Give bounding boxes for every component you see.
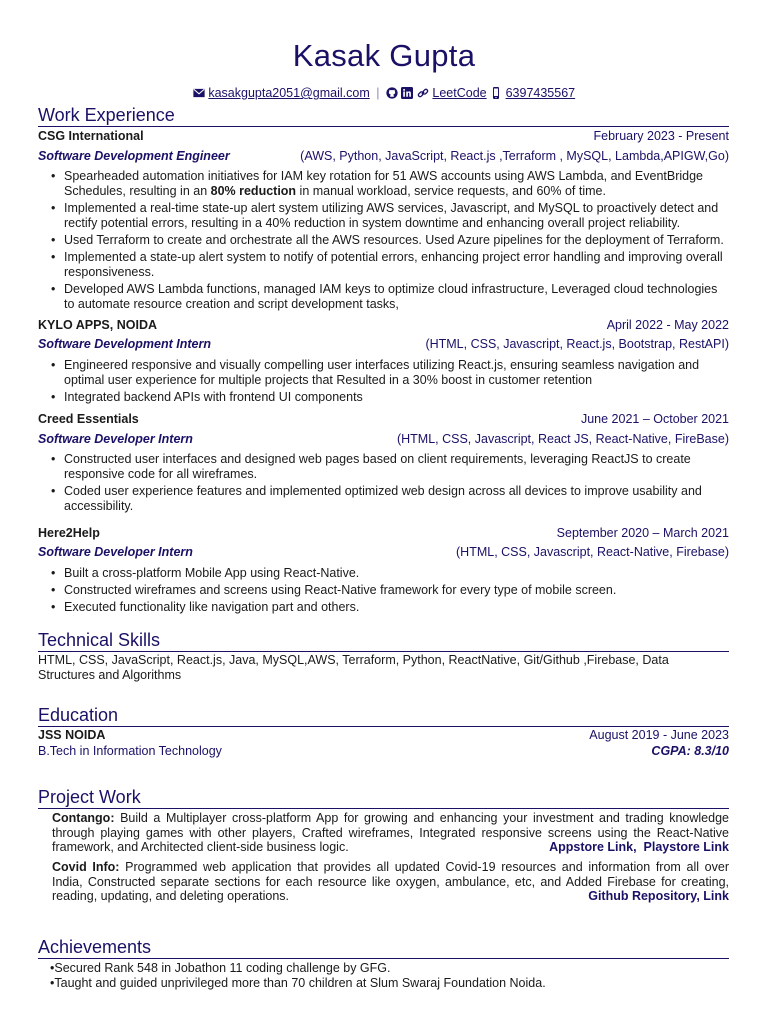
bullet-item: • Built a cross-platform Mobile App using React-Native. xyxy=(64,566,729,581)
job-tech: (AWS, Python, JavaScript, React.js ,Terraform , MySQL, Lambda,APIGW,Go) xyxy=(300,149,729,163)
job-dates: February 2023 - Present xyxy=(593,129,729,143)
job-dates: September 2020 – March 2021 xyxy=(556,526,729,540)
bullet-item: • Developed AWS Lambda functions, managed IAM keys to optimize cloud infrastructure, Leveraged cloud technologies to automate resource creation and script development tasks, xyxy=(64,282,729,312)
bullet-item: • Executed functionality like navigation part and others. xyxy=(64,600,729,615)
education-header xyxy=(38,728,729,743)
section-title-education: Education xyxy=(38,704,729,727)
job-bullets xyxy=(38,566,729,617)
project-item xyxy=(52,811,729,855)
degree: B.Tech in Information Technology xyxy=(38,744,222,758)
github-repository-link[interactable]: Github Repository xyxy=(588,889,697,903)
job-dates: June 2021 – October 2021 xyxy=(580,412,729,426)
bullet-item: • Spearheaded automation initiatives for IAM key rotation for 51 AWS accounts using AWS Lambda, and EventBridge Schedules, resulting in an 80% reduction in manual workload, service requests, and 60% of time. xyxy=(64,169,729,199)
link-icon[interactable] xyxy=(417,87,429,99)
job-role: Software Development Intern xyxy=(38,337,211,351)
bullet-item: • Constructed wireframes and screens using React-Native framework for every type of mobile screen. xyxy=(64,583,729,598)
company-name: KYLO APPS, NOIDA xyxy=(38,318,157,332)
linkedin-icon[interactable] xyxy=(401,87,413,99)
job-tech: (HTML, CSS, Javascript, React-Native, Firebase) xyxy=(456,545,729,559)
gpa: CGPA: 8.3/10 xyxy=(651,744,729,758)
email-link[interactable]: kasakgupta2051@gmail.com xyxy=(208,86,370,100)
contact-separator: | xyxy=(376,86,380,100)
job-header xyxy=(38,412,729,427)
bullet-item: • Used Terraform to create and orchestrate all the AWS resources. Used Azure pipelines for the deployment of Terraform. xyxy=(64,233,729,248)
job-role-row xyxy=(38,432,729,447)
section-title-skills: Technical Skills xyxy=(38,629,729,652)
appstore-link[interactable]: Appstore Link xyxy=(549,840,634,854)
project-description: Programmed web application that provides all updated Covid-19 resources and information from all over India, Constructed separate sections for each resource like oxygen, ambulance, etc, and Added Firebase for creating, reading, updating, and deleting operations. xyxy=(52,860,729,903)
bullet-item: • Coded user experience features and implemented optimized web design across all devices to improve usability and accessibility. xyxy=(64,484,729,514)
bullet-item: • Constructed user interfaces and designed web pages based on client requirements, leveraging ReactJS to create responsive code for all wireframes. xyxy=(64,452,729,482)
playstore-link[interactable]: Playstore Link xyxy=(643,840,729,854)
company-name: CSG International xyxy=(38,129,144,143)
job-header xyxy=(38,129,729,144)
job-role-row xyxy=(38,545,729,560)
job-tech: (HTML, CSS, Javascript, React JS, React-Native, FireBase) xyxy=(396,432,729,446)
job-tech: (HTML, CSS, Javascript, React.js, Bootstrap, RestAPI) xyxy=(425,337,729,351)
project-description: Build a Multiplayer cross-platform App for growing and enhancing your investment and trading knowledge through playing games with other players, Crafted wireframes, Integrated responsive screens using the React-Native framework, and Architected client-side business logic. xyxy=(52,811,729,854)
job-header xyxy=(38,526,729,541)
skills-text: HTML, CSS, JavaScript, React.js, Java, MySQL,AWS, Terraform, Python, ReactNative, Git/Github ,Firebase, Data Structures and Algorithms xyxy=(38,653,669,682)
school-name: JSS NOIDA xyxy=(38,728,106,742)
envelope-icon xyxy=(193,87,205,99)
link-separator: , xyxy=(633,840,637,854)
job-role: Software Developer Intern xyxy=(38,432,193,446)
project-title: Contango: xyxy=(52,811,115,825)
job-dates: April 2022 - May 2022 xyxy=(606,318,729,332)
job-bullets xyxy=(38,358,729,407)
phone-icon xyxy=(490,87,502,99)
job-role-row xyxy=(38,337,729,352)
project-link[interactable]: Link xyxy=(703,889,729,903)
section-title-projects: Project Work xyxy=(38,786,729,809)
bullet-item: • Integrated backend APIs with frontend UI components xyxy=(64,390,729,405)
leetcode-link[interactable]: LeetCode xyxy=(432,86,487,100)
education-dates: August 2019 - June 2023 xyxy=(589,728,729,742)
bullet-item: • Engineered responsive and visually compelling user interfaces utilizing React.js, ensuring seamless navigation and optimal user experience for multiple projects that Resulted in a 30% boost in customer retention xyxy=(64,358,729,388)
company-name: Creed Essentials xyxy=(38,412,139,426)
project-links xyxy=(588,889,729,904)
job-header xyxy=(38,318,729,333)
job-role-row xyxy=(38,149,729,164)
company-name: Here2Help xyxy=(38,526,100,540)
phone-link[interactable]: 6397435567 xyxy=(505,86,576,100)
job-role: Software Development Engineer xyxy=(38,149,230,163)
section-title-work: Work Experience xyxy=(38,104,729,127)
achievement-item: •Taught and guided unprivileged more than 70 children at Slum Swaraj Foundation Noida. xyxy=(50,976,546,990)
project-item xyxy=(52,860,729,904)
bullet-item: • Implemented a state-up alert system to notify of potential errors, enhancing project error handling and improving overall responsiveness. xyxy=(64,250,729,280)
section-title-achievements: Achievements xyxy=(38,936,729,959)
job-bullets xyxy=(38,169,729,314)
achievement-item: •Secured Rank 548 in Jobathon 11 coding challenge by GFG. xyxy=(50,961,391,975)
contact-bar xyxy=(0,86,768,100)
project-title: Covid Info: xyxy=(52,860,120,874)
project-links xyxy=(549,840,729,855)
job-role: Software Developer Intern xyxy=(38,545,193,559)
github-icon[interactable] xyxy=(386,87,398,99)
job-bullets xyxy=(38,452,729,516)
link-separator: , xyxy=(696,889,700,903)
education-degree-row xyxy=(38,744,729,759)
bullet-item: • Implemented a real-time state-up alert system utilizing AWS services, Javascript, and MySQL to proactively detect and rectify potential errors, resulting in a 40% reduction in system downtime and enhancing overall project reliability. xyxy=(64,201,729,231)
candidate-name: Kasak Gupta xyxy=(292,38,476,73)
